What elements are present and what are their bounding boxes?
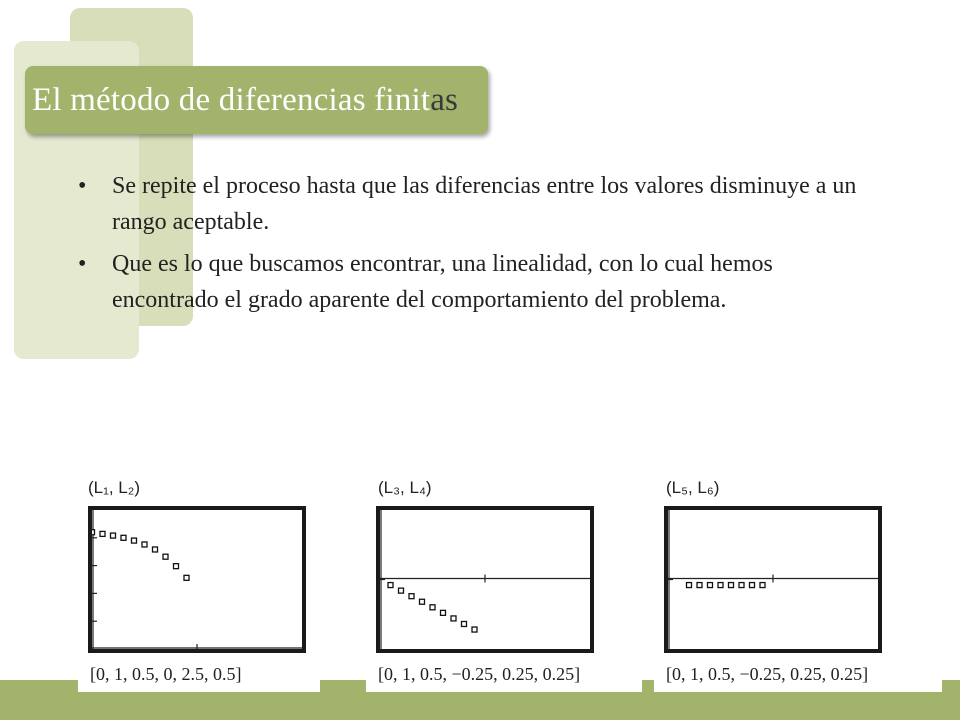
- plot-frame: [664, 506, 882, 653]
- data-point: [697, 583, 702, 588]
- data-point: [441, 610, 446, 615]
- bullet-item: [74, 246, 864, 318]
- data-point: [388, 583, 393, 588]
- bullet-list: [74, 168, 864, 324]
- data-point: [462, 621, 467, 626]
- plot-frame: [376, 506, 594, 653]
- window-settings: [0, 1, 0.5, −0.25, 0.25, 0.25]: [666, 664, 869, 684]
- calculator-screen-3: [654, 468, 942, 692]
- title-underline: [78, 134, 140, 135]
- data-point: [760, 583, 765, 588]
- data-point: [121, 535, 126, 540]
- bullet-marker: •: [78, 251, 87, 277]
- data-point: [409, 594, 414, 599]
- data-point: [153, 547, 158, 552]
- plot-area: [668, 510, 878, 649]
- data-point: [430, 605, 435, 610]
- data-point: [163, 554, 168, 559]
- data-point: [718, 583, 723, 588]
- chart-title: (L₃, L₄): [378, 478, 432, 497]
- data-point: [100, 531, 105, 536]
- data-point: [142, 542, 147, 547]
- window-settings: [0, 1, 0.5, −0.25, 0.25, 0.25]: [378, 664, 581, 684]
- bullet-marker: •: [78, 173, 87, 199]
- plot-frame: [88, 506, 306, 653]
- slide-title: [32, 82, 458, 119]
- data-point: [750, 583, 755, 588]
- data-point: [472, 627, 477, 632]
- slide-title-overflow: as: [430, 82, 459, 118]
- calculator-screen-2: [366, 468, 642, 692]
- data-point: [92, 530, 95, 535]
- data-point: [184, 575, 189, 580]
- data-point: [451, 616, 456, 621]
- data-point: [420, 599, 425, 604]
- data-point: [399, 588, 404, 593]
- window-settings: [0, 1, 0.5, 0, 2.5, 0.5]: [90, 664, 242, 684]
- bullet-text: Se repite el proceso hasta que las diferencias entre los valores disminuye a un rango aceptable.: [112, 173, 857, 235]
- data-point: [708, 583, 713, 588]
- chart-title: (L₅, L₆): [666, 478, 720, 497]
- bullet-text: Que es lo que buscamos encontrar, una linealidad, con lo cual hemos encontrado el grado aparente del comportamiento del problema.: [112, 251, 773, 313]
- data-point: [687, 583, 692, 588]
- slide-title-main: El método de diferencias finit: [32, 82, 431, 118]
- data-point: [132, 538, 137, 543]
- data-point: [174, 564, 179, 569]
- data-point: [729, 583, 734, 588]
- plot-area: [380, 510, 590, 649]
- calculator-screen-1: [78, 468, 320, 692]
- chart-title: (L₁, L₂): [88, 478, 141, 497]
- plot-area: [92, 510, 302, 649]
- bullet-item: [74, 168, 864, 240]
- data-point: [739, 583, 744, 588]
- data-point: [111, 533, 116, 538]
